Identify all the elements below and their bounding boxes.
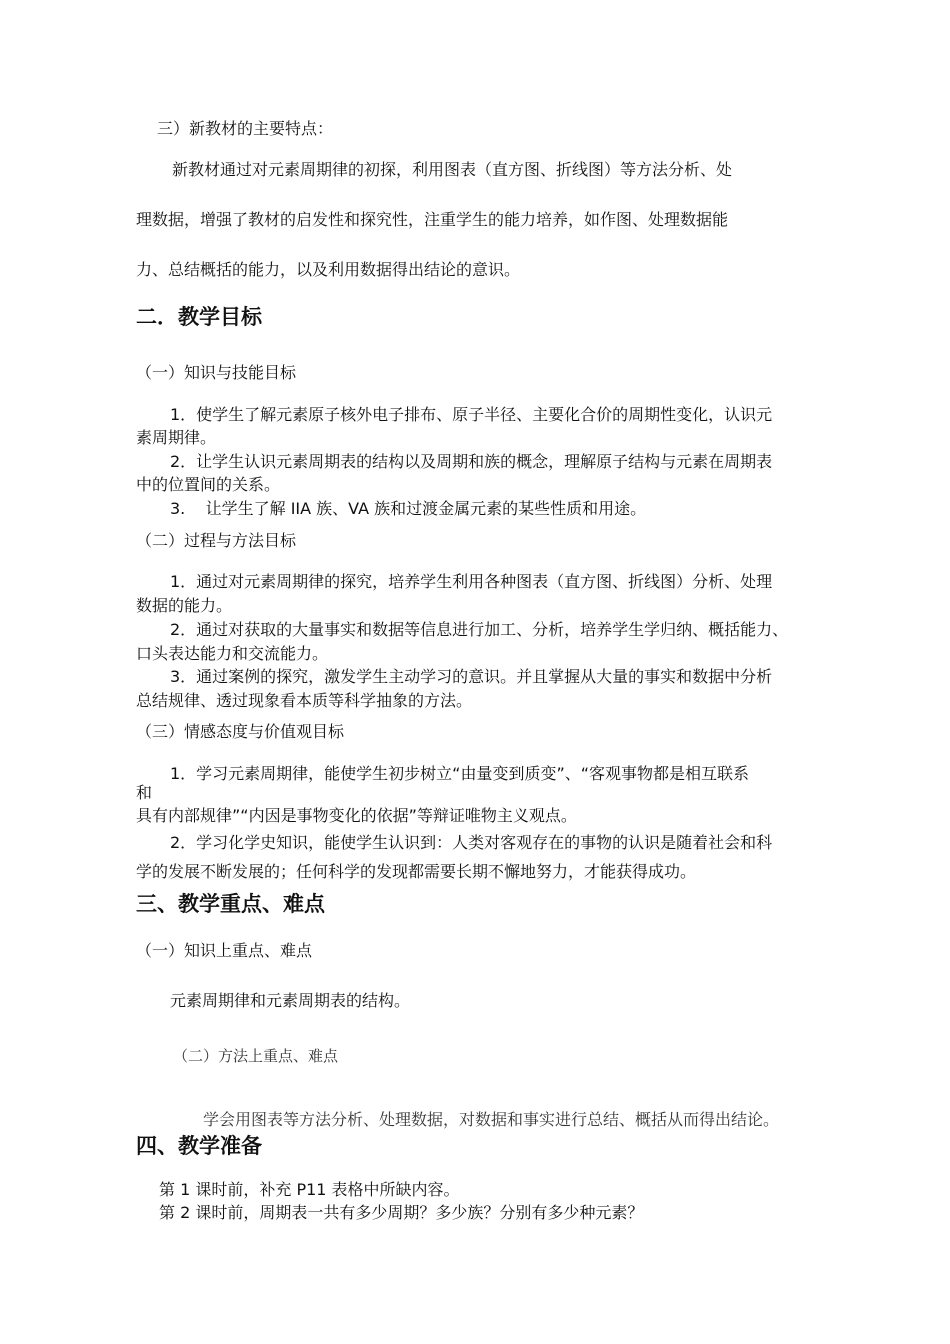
attitude-goal-line: 学的发展不断发展的；任何科学的发现都需要长期不懈地努力，才能获得成功。 (136, 862, 697, 881)
process-goal-line: 总结规律、透过现象看本质等科学抽象的方法。 (136, 691, 473, 710)
knowledge-goals-heading: （一）知识与技能目标 (136, 363, 297, 382)
knowledge-key-text: 元素周期律和元素周期表的结构。 (170, 991, 411, 1010)
features-line: 力、总结概括的能力，以及利用数据得出结论的意识。 (136, 260, 521, 279)
preparation-line: 第 1 课时前，补充 P11 表格中所缺内容。 (159, 1180, 460, 1199)
process-goal-line: 1．通过对元素周期律的探究，培养学生利用各种图表（直方图、折线图）分析、处理 (170, 572, 773, 591)
method-key-heading: （二）方法上重点、难点 (173, 1047, 339, 1065)
process-goal-line: 3．通过案例的探究，激发学生主动学习的意识。并且掌握从大量的事实和数据中分析 (170, 667, 773, 686)
features-heading: 三）新教材的主要特点： (157, 119, 334, 138)
features-line: 新教材通过对元素周期律的初探，利用图表（直方图、折线图）等方法分析、处 (172, 160, 733, 179)
knowledge-goal-line: 中的位置间的关系。 (136, 475, 281, 494)
attitude-goal-line: 和 (136, 783, 153, 802)
process-goal-line: 数据的能力。 (136, 596, 233, 615)
process-goals-heading: （二）过程与方法目标 (136, 531, 297, 550)
features-line: 理数据，增强了教材的启发性和探究性，注重学生的能力培养，如作图、处理数据能 (136, 210, 729, 229)
knowledge-goal-line: 1．使学生了解元素原子核外电子排布、原子半径、主要化合价的周期性变化，认识元 (170, 405, 773, 424)
knowledge-goal-line: 3. 让学生了解 IIA 族、VA 族和过渡金属元素的某些性质和用途。 (170, 499, 647, 518)
knowledge-key-heading: （一）知识上重点、难点 (136, 941, 313, 960)
knowledge-goal-line: 素周期律。 (136, 428, 217, 447)
preparation-line: 第 2 课时前，周期表一共有多少周期？多少族？分别有多少种元素？ (159, 1203, 644, 1222)
process-goal-line: 2．通过对获取的大量事实和数据等信息进行加工、分析，培养学生学归纳、概括能力、 (170, 620, 789, 639)
key-points-heading: 三、教学重点、难点 (136, 892, 325, 916)
attitude-goal-line: 2．学习化学史知识，能使学生认识到：人类对客观存在的事物的认识是随着社会和科 (170, 833, 773, 852)
attitude-goals-heading: （三）情感态度与价值观目标 (136, 722, 345, 741)
attitude-goal-line: 1．学习元素周期律，能使学生初步树立“由量变到质变”、“客观事物都是相互联系 (170, 764, 750, 783)
preparation-heading: 四、教学准备 (136, 1134, 262, 1158)
method-key-text: 学会用图表等方法分析、处理数据，对数据和事实进行总结、概括从而得出结论。 (203, 1110, 780, 1129)
process-goal-line: 口头表达能力和交流能力。 (136, 644, 329, 663)
attitude-goal-line: 具有内部规律”“内因是事物变化的依据”等辩证唯物主义观点。 (136, 806, 577, 825)
knowledge-goal-line: 2．让学生认识元素周期表的结构以及周期和族的概念，理解原子结构与元素在周期表 (170, 452, 773, 471)
goals-heading: 二．教学目标 (136, 305, 262, 329)
